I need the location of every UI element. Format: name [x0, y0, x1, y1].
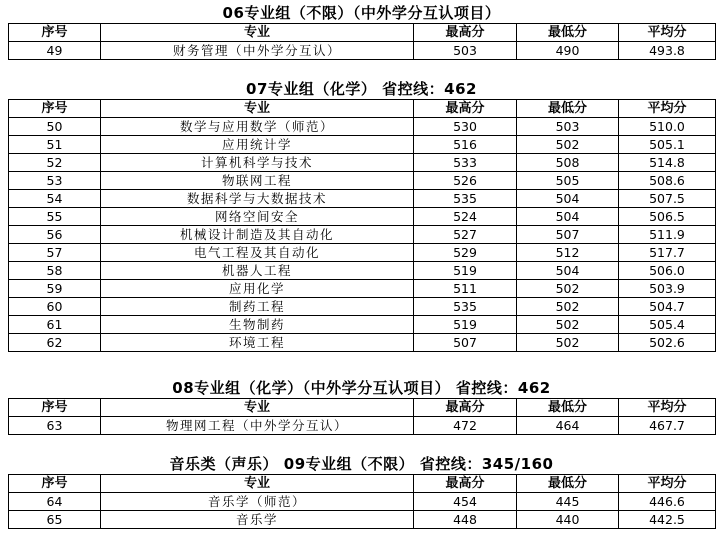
cell-min: 502: [517, 298, 619, 316]
cell-major: 物联网工程: [101, 172, 414, 190]
cell-major: 应用统计学: [101, 136, 414, 154]
table-row: [9, 262, 716, 280]
cell-major: 计算机科学与技术: [101, 154, 414, 172]
cell-min: 502: [517, 136, 619, 154]
cell-max: 535: [414, 190, 517, 208]
table-row: [9, 334, 716, 352]
major-group-3: [8, 454, 715, 529]
cell-max: 527: [414, 226, 517, 244]
cell-no: 52: [9, 154, 101, 172]
cell-min: 502: [517, 316, 619, 334]
cell-min: 490: [517, 42, 619, 60]
cell-major: 财务管理（中外学分互认）: [101, 42, 414, 60]
table-row: [9, 118, 716, 136]
table-row: [9, 42, 716, 60]
cell-min: 504: [517, 262, 619, 280]
cell-no: 63: [9, 417, 101, 435]
cell-major: 物理网工程（中外学分互认）: [101, 417, 414, 435]
table-row: [9, 316, 716, 334]
cell-min: 512: [517, 244, 619, 262]
cell-avg: 506.0: [619, 262, 716, 280]
cell-major: 应用化学: [101, 280, 414, 298]
table-row: [9, 208, 716, 226]
table-row: [9, 136, 716, 154]
cell-major: 网络空间安全: [101, 208, 414, 226]
cell-min: 502: [517, 334, 619, 352]
score-table: [8, 99, 716, 352]
cell-max: 511: [414, 280, 517, 298]
header-row: [9, 100, 716, 118]
cell-no: 60: [9, 298, 101, 316]
header-max: 最高分: [414, 100, 517, 118]
table-row: [9, 226, 716, 244]
score-table: [8, 474, 716, 529]
cell-min: 503: [517, 118, 619, 136]
table-row: [9, 280, 716, 298]
header-no: 序号: [9, 399, 101, 417]
cell-major: 机器人工程: [101, 262, 414, 280]
cell-no: 64: [9, 493, 101, 511]
cell-max: 454: [414, 493, 517, 511]
score-table: [8, 23, 716, 60]
table-row: [9, 244, 716, 262]
cell-major: 机械设计制造及其自动化: [101, 226, 414, 244]
cell-avg: 442.5: [619, 511, 716, 529]
cell-no: 53: [9, 172, 101, 190]
cell-no: 51: [9, 136, 101, 154]
cell-avg: 506.5: [619, 208, 716, 226]
cell-avg: 517.7: [619, 244, 716, 262]
cell-avg: 502.6: [619, 334, 716, 352]
group-title: 06专业组（不限）（中外学分互认项目）: [222, 4, 501, 22]
header-major: 专业: [101, 100, 414, 118]
cell-avg: 503.9: [619, 280, 716, 298]
cell-major: 数学与应用数学（师范）: [101, 118, 414, 136]
cell-max: 533: [414, 154, 517, 172]
cell-max: 472: [414, 417, 517, 435]
cell-min: 440: [517, 511, 619, 529]
header-avg: 平均分: [619, 399, 716, 417]
cell-min: 504: [517, 208, 619, 226]
major-group-1: [8, 79, 715, 352]
major-group-2: [8, 378, 715, 435]
table-row: [9, 298, 716, 316]
header-max: 最高分: [414, 475, 517, 493]
cell-min: 508: [517, 154, 619, 172]
cell-min: 505: [517, 172, 619, 190]
cell-max: 507: [414, 334, 517, 352]
cell-max: 516: [414, 136, 517, 154]
cell-major: 生物制药: [101, 316, 414, 334]
cell-avg: 505.4: [619, 316, 716, 334]
header-row: [9, 24, 716, 42]
header-min: 最低分: [517, 475, 619, 493]
table-row: [9, 493, 716, 511]
cell-avg: 514.8: [619, 154, 716, 172]
header-avg: 平均分: [619, 100, 716, 118]
cell-avg: 511.9: [619, 226, 716, 244]
cell-min: 507: [517, 226, 619, 244]
header-avg: 平均分: [619, 24, 716, 42]
cell-max: 535: [414, 298, 517, 316]
cell-no: 62: [9, 334, 101, 352]
cell-max: 448: [414, 511, 517, 529]
cell-major: 音乐学（师范）: [101, 493, 414, 511]
header-row: [9, 399, 716, 417]
cell-no: 54: [9, 190, 101, 208]
cell-no: 50: [9, 118, 101, 136]
cell-avg: 493.8: [619, 42, 716, 60]
header-avg: 平均分: [619, 475, 716, 493]
cell-no: 57: [9, 244, 101, 262]
cell-avg: 505.1: [619, 136, 716, 154]
cell-max: 529: [414, 244, 517, 262]
cell-no: 65: [9, 511, 101, 529]
table-row: [9, 511, 716, 529]
cell-major: 环境工程: [101, 334, 414, 352]
header-major: 专业: [101, 475, 414, 493]
cell-avg: 446.6: [619, 493, 716, 511]
cell-no: 58: [9, 262, 101, 280]
cell-major: 数据科学与大数据技术: [101, 190, 414, 208]
cell-major: 音乐学: [101, 511, 414, 529]
score-table: [8, 398, 716, 435]
group-title: 音乐类（声乐） 09专业组（不限） 省控线：345/160: [169, 455, 554, 473]
header-min: 最低分: [517, 100, 619, 118]
cell-major: 制药工程: [101, 298, 414, 316]
header-no: 序号: [9, 100, 101, 118]
header-no: 序号: [9, 24, 101, 42]
cell-max: 519: [414, 262, 517, 280]
cell-max: 519: [414, 316, 517, 334]
group-title: 08专业组（化学）（中外学分互认项目） 省控线：462: [172, 379, 551, 397]
header-no: 序号: [9, 475, 101, 493]
table-row: [9, 172, 716, 190]
cell-min: 504: [517, 190, 619, 208]
header-max: 最高分: [414, 24, 517, 42]
table-row: [9, 154, 716, 172]
header-max: 最高分: [414, 399, 517, 417]
header-major: 专业: [101, 399, 414, 417]
cell-min: 502: [517, 280, 619, 298]
cell-major: 电气工程及其自动化: [101, 244, 414, 262]
major-group-0: [8, 3, 715, 60]
cell-no: 59: [9, 280, 101, 298]
cell-min: 445: [517, 493, 619, 511]
header-major: 专业: [101, 24, 414, 42]
cell-max: 503: [414, 42, 517, 60]
cell-max: 530: [414, 118, 517, 136]
header-min: 最低分: [517, 399, 619, 417]
cell-avg: 504.7: [619, 298, 716, 316]
cell-max: 524: [414, 208, 517, 226]
cell-no: 61: [9, 316, 101, 334]
cell-avg: 467.7: [619, 417, 716, 435]
cell-no: 56: [9, 226, 101, 244]
header-min: 最低分: [517, 24, 619, 42]
table-row: [9, 190, 716, 208]
group-title: 07专业组（化学） 省控线：462: [246, 80, 477, 98]
cell-min: 464: [517, 417, 619, 435]
cell-max: 526: [414, 172, 517, 190]
table-row: [9, 417, 716, 435]
header-row: [9, 475, 716, 493]
cell-no: 55: [9, 208, 101, 226]
cell-avg: 507.5: [619, 190, 716, 208]
cell-avg: 510.0: [619, 118, 716, 136]
cell-avg: 508.6: [619, 172, 716, 190]
cell-no: 49: [9, 42, 101, 60]
